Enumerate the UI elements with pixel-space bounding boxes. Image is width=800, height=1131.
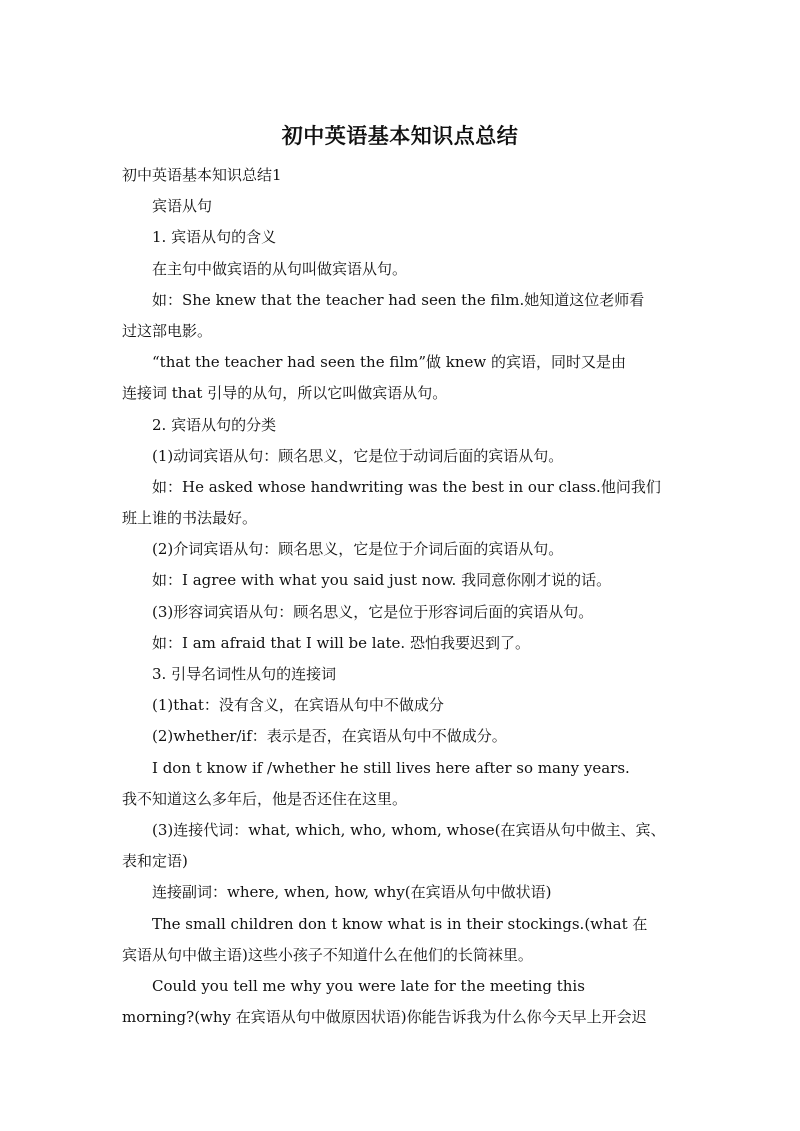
text-line: 如：He asked whose handwriting was the best in our class.他问我们 — [152, 477, 661, 496]
text-line: 宾语从句 — [152, 197, 213, 216]
text-line: 初中英语基本知识总结1 — [122, 166, 282, 184]
text-line: (1)that：没有含义，在宾语从句中不做成分 — [152, 696, 444, 715]
text-line: 连接副词：where, when, how, why(在宾语从句中做状语) — [152, 883, 552, 902]
text-line: (1)动词宾语从句：顾名思义，它是位于动词后面的宾语从句。 — [152, 446, 564, 465]
text-line: (3)形容词宾语从句：顾名思义，它是位于形容词后面的宾语从句。 — [152, 602, 594, 621]
text-line: 1. 宾语从句的含义 — [152, 228, 277, 247]
document-body — [122, 160, 682, 1033]
text-line: 如：I am afraid that I will be late. 恐怕我要迟到了。 — [152, 633, 530, 652]
text-line: 过这部电影。 — [122, 321, 213, 340]
text-line: “that the teacher had seen the film”做 knew 的宾语，同时又是由 — [152, 353, 627, 372]
text-line: 宾语从句中做主语)这些小孩子不知道什么在他们的长筒袜里。 — [122, 945, 533, 964]
text-line: The small children don t know what is in their stockings.(what 在 — [152, 914, 648, 933]
text-line: 连接词 that 引导的从句，所以它叫做宾语从句。 — [122, 384, 448, 403]
text-line: (2)介词宾语从句：顾名思义，它是位于介词后面的宾语从句。 — [152, 540, 564, 559]
text-line: 3. 引导名词性从句的连接词 — [152, 665, 337, 683]
text-line: (2)whether/if：表示是否，在宾语从句中不做成分。 — [152, 727, 507, 746]
text-line: 如：I agree with what you said just now. 我同意你刚才说的话。 — [152, 571, 612, 590]
text-line: I don t know if /whether he still lives here after so many years. — [152, 758, 630, 777]
text-line: 在主句中做宾语的从句叫做宾语从句。 — [152, 259, 408, 278]
text-line: 班上谁的书法最好。 — [122, 509, 258, 528]
text-line: 2. 宾语从句的分类 — [152, 415, 277, 434]
text-line: Could you tell me why you were late for the meeting this — [152, 976, 585, 995]
text-line: morning?(why 在宾语从句中做原因状语)你能告诉我为什么你今天早上开会迟 — [122, 1008, 647, 1027]
text-line: 如：She knew that the teacher had seen the film.她知道这位老师看 — [152, 290, 645, 309]
text-line: 我不知道这么多年后，他是否还住在这里。 — [122, 789, 408, 808]
text-line: 表和定语) — [122, 852, 188, 871]
text-line: (3)连接代词：what, which, who, whom, whose(在宾语从句中做主、宾、 — [152, 820, 666, 839]
document-title: 初中英语基本知识点总结 — [281, 124, 519, 148]
